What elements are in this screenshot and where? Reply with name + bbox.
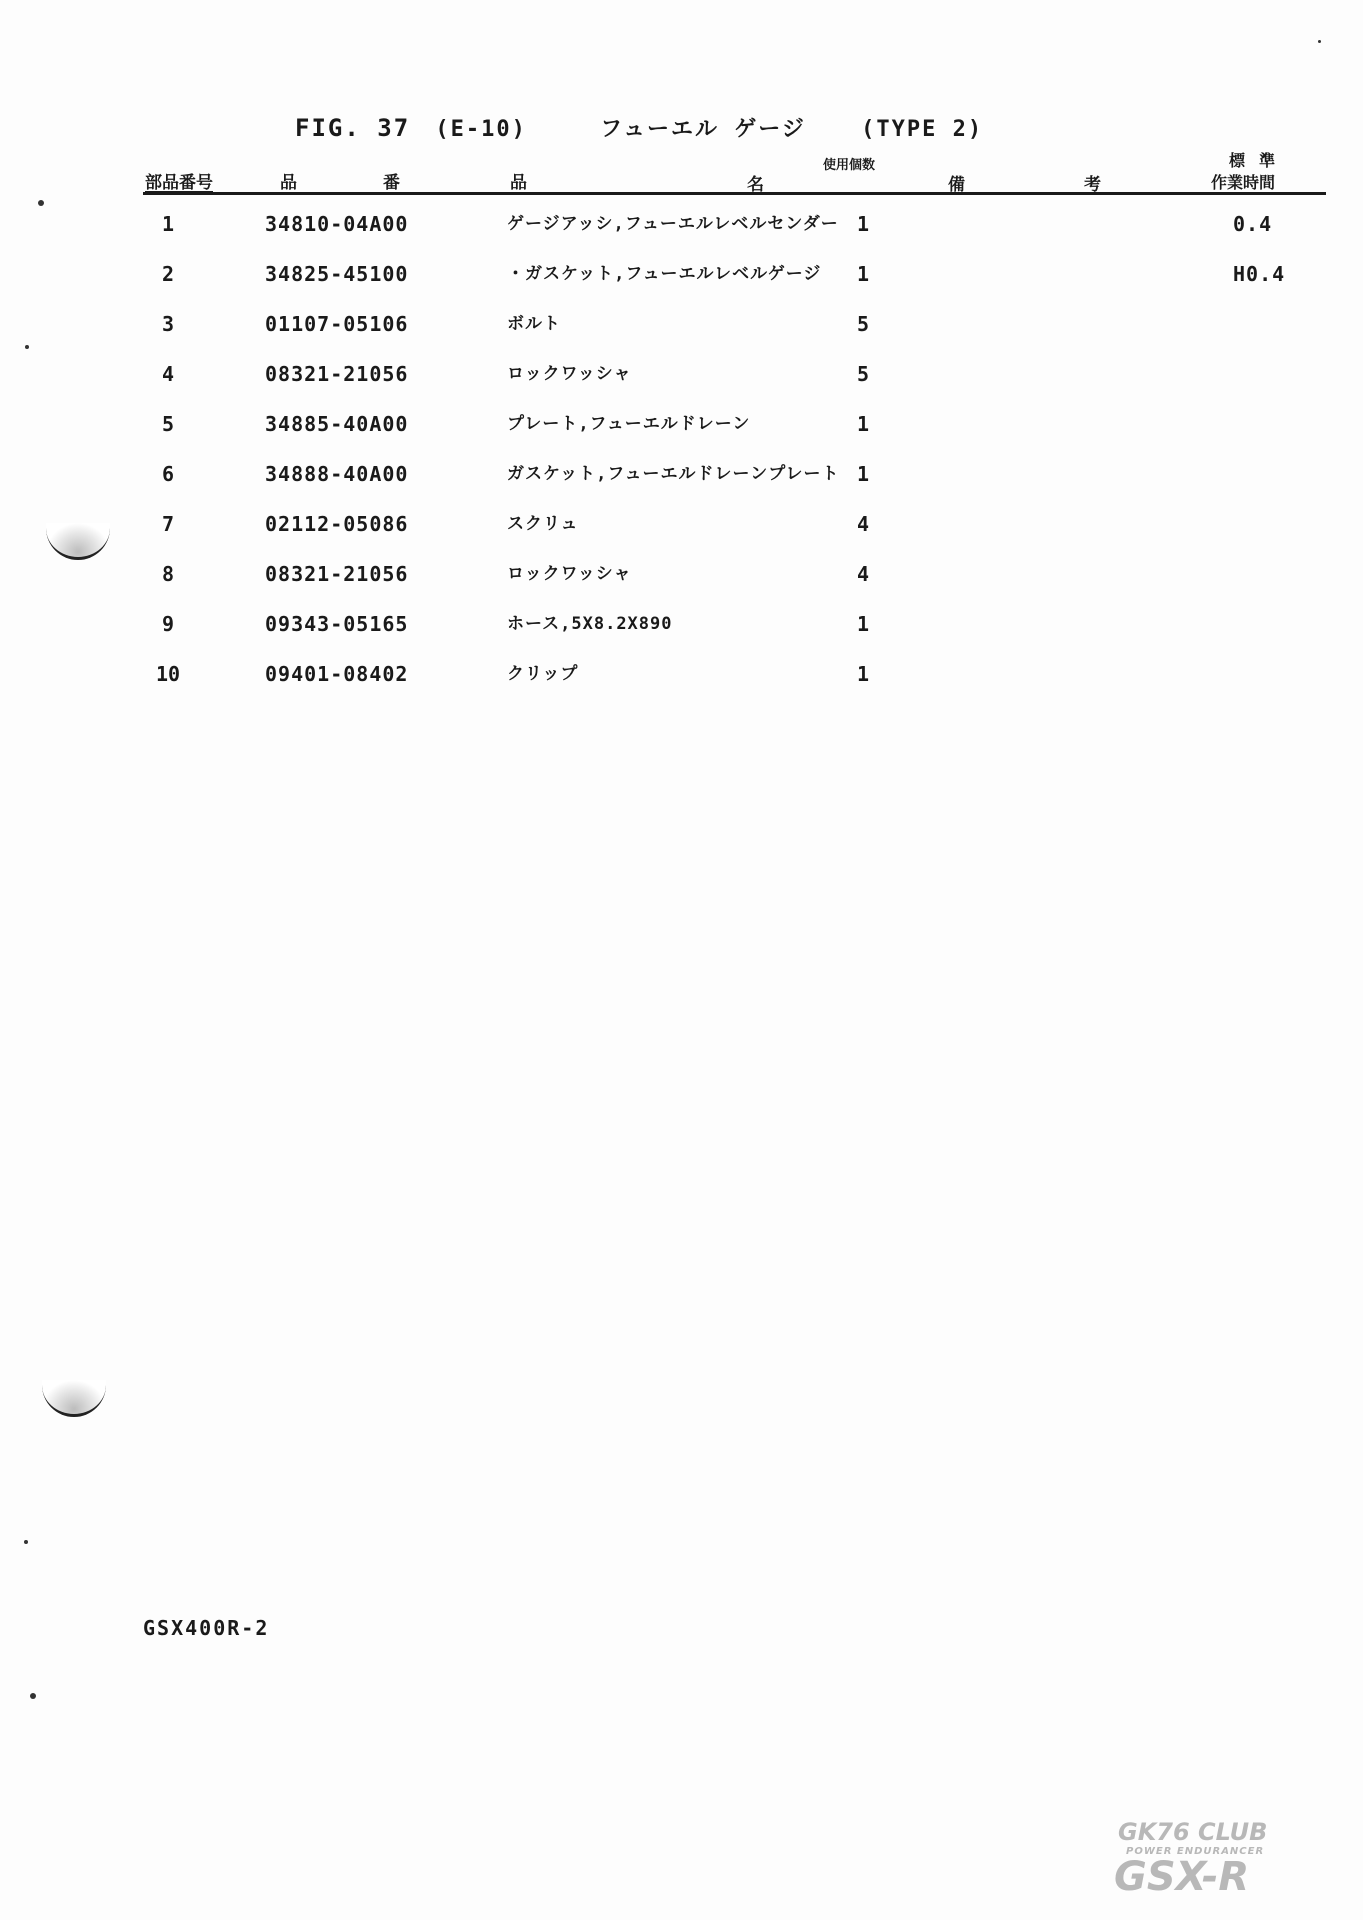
part-name: スクリュ (507, 514, 579, 534)
work-time: H0.4 (1233, 262, 1286, 286)
part-name: ・ガスケット,フューエルレベルゲージ (507, 264, 822, 284)
logo-club-text: GK76 CLUB (1118, 1818, 1268, 1846)
ref-number: 2 (161, 262, 175, 286)
table-row (0, 462, 1363, 512)
gsxr-club-logo (1110, 1812, 1330, 1902)
figure-type: (TYPE 2) (861, 117, 984, 142)
table-row (0, 212, 1363, 262)
model-code: GSX400R-2 (143, 1616, 270, 1640)
table-row (0, 412, 1363, 462)
header-ref-no: 部品番号 (145, 173, 213, 193)
header-part-no-1: 品 (280, 173, 297, 193)
quantity: 4 (857, 512, 870, 536)
header-part-name-1: 品 (510, 173, 527, 193)
scan-speck (1318, 40, 1321, 43)
logo-gsxr-text: GSX-R (1114, 1854, 1250, 1900)
part-number: 09401-08402 (265, 662, 409, 686)
scan-speck (30, 1693, 36, 1699)
quantity: 1 (857, 262, 870, 286)
scan-speck (25, 345, 29, 349)
figure-name: フューエル ゲージ (600, 117, 806, 142)
header-remarks-1: 備 (948, 175, 965, 195)
quantity: 1 (857, 462, 870, 486)
part-number: 09343-05165 (265, 612, 409, 636)
quantity: 1 (857, 612, 870, 636)
part-number: 34810-04A00 (265, 212, 409, 236)
part-name: クリップ (507, 664, 579, 684)
table-row (0, 312, 1363, 362)
table-row (0, 562, 1363, 612)
part-name: ロックワッシャ (507, 364, 632, 384)
part-number: 34885-40A00 (265, 412, 409, 436)
quantity: 4 (857, 562, 870, 586)
ref-number: 4 (161, 362, 175, 386)
header-qty: 使用個数 (823, 158, 876, 173)
ref-number: 3 (161, 312, 175, 336)
part-number: 02112-05086 (265, 512, 409, 536)
part-name: ホース,5X8.2X890 (507, 614, 673, 634)
part-name: ボルト (507, 314, 561, 334)
ref-number: 8 (161, 562, 175, 586)
part-name: プレート,フューエルドレーン (507, 414, 751, 434)
part-name: ロックワッシャ (507, 564, 632, 584)
scan-speck (24, 1540, 28, 1544)
header-remarks-2: 考 (1084, 175, 1101, 195)
ref-number: 6 (161, 462, 175, 486)
part-name: ガスケット,フューエルドレーンプレート (507, 464, 840, 484)
quantity: 5 (857, 362, 870, 386)
header-time-2: 作業時間 (1211, 173, 1276, 192)
parts-table (0, 212, 1363, 712)
table-row (0, 362, 1363, 412)
table-row (0, 262, 1363, 312)
part-name: ゲージアッシ,フューエルレベルセンダー (507, 214, 839, 234)
ref-number: 1 (161, 212, 175, 236)
work-time: 0.4 (1233, 212, 1273, 236)
logo-tagline-text: POWER ENDURANCER (1126, 1846, 1265, 1857)
part-number: 34825-45100 (265, 262, 409, 286)
scan-speck (38, 200, 44, 206)
quantity: 1 (857, 212, 870, 236)
figure-title (295, 112, 1001, 143)
table-row (0, 662, 1363, 712)
table-header (143, 148, 1326, 195)
header-part-no-2: 番 (383, 173, 400, 193)
binder-hole-mark (42, 1380, 106, 1417)
ref-number: 10 (155, 662, 181, 686)
ref-number: 7 (161, 512, 175, 536)
part-number: 08321-21056 (265, 562, 409, 586)
table-row (0, 512, 1363, 562)
quantity: 1 (857, 412, 870, 436)
part-number: 01107-05106 (265, 312, 409, 336)
figure-code: (E-10) (435, 117, 527, 142)
quantity: 5 (857, 312, 870, 336)
ref-number: 9 (161, 612, 175, 636)
header-part-name-2: 名 (747, 175, 764, 195)
ref-number: 5 (161, 412, 175, 436)
table-row (0, 612, 1363, 662)
figure-label: FIG. 37 (295, 114, 411, 142)
quantity: 1 (857, 662, 870, 686)
part-number: 34888-40A00 (265, 462, 409, 486)
header-time-1: 標準 (1229, 151, 1290, 170)
part-number: 08321-21056 (265, 362, 409, 386)
